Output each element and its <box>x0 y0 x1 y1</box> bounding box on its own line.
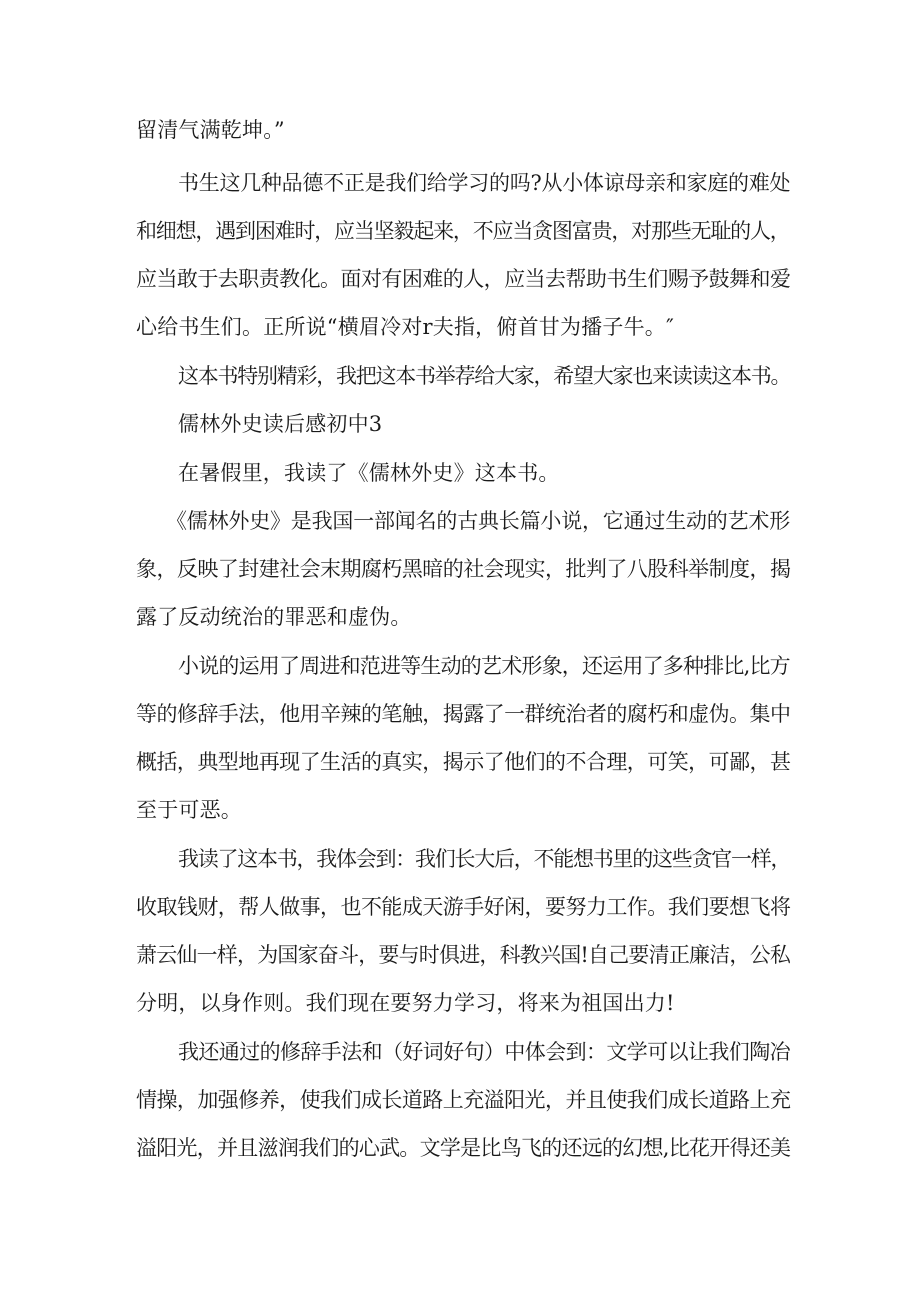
text-line: 收取钱财，帮人做事，也不能成天游手好闲，要努力工作。我们要想飞将 <box>136 895 791 919</box>
text-line: 溢阳光，并且滋润我们的心武。文学是比鸟飞的还远的幻想,比花开得还美 <box>136 1136 791 1160</box>
text-line: 小说的运用了周进和范进等生动的艺术形象，还运用了多种排比,比方 <box>178 654 790 678</box>
section-heading: 儒林外史读后感初中3 <box>178 412 383 436</box>
text-line: 情操，加强修养，使我们成长道路上充溢阳光，并且使我们成长道路上充 <box>136 1088 791 1112</box>
text-line: 《儒林外史》是我国一部闻名的古典长篇小说，它通过生动的艺术形 <box>166 509 790 533</box>
text-line: 分明，以身作则。我们现在要努力学习，将来为祖国出力! <box>136 991 675 1015</box>
text-line: 心给书生们。正所说“横眉冷对r夫指，俯首甘为播子牛。″ <box>136 315 675 339</box>
text-line: 我读了这本书，我体会到：我们长大后，不能想书里的这些贪官一样， <box>178 847 791 871</box>
text-line: 留清气满乾坤。” <box>136 118 285 142</box>
text-line: 象，反映了封建社会末期腐朽黑暗的社会现实，批判了八股科举制度，揭 <box>136 557 791 581</box>
text-line: 在暑假里，我读了《儒林外史》这本书。 <box>178 461 560 485</box>
text-line: 概括，典型地再现了生活的真实，揭示了他们的不合理，可笑，可鄙，甚 <box>136 750 791 774</box>
text-line: 书生这几种品德不正是我们给学习的吗?从小体谅母亲和家庭的难处 <box>178 171 791 195</box>
text-line: 和细想，遇到困难时，应当坚毅起来，不应当贪图富贵，对那些无耻的人， <box>136 219 790 243</box>
text-line: 露了反动统治的罪恶和虚伪。 <box>136 605 412 629</box>
text-line: 这本书特别精彩，我把这本书举荐给大家，希望大家也来读读这本书。 <box>178 364 791 388</box>
text-line: 萧云仙一样，为国家奋斗，要与时俱进，科教兴国!自己要清正廉洁，公私 <box>136 943 791 967</box>
text-line: 等的修辞手法，他用辛辣的笔触，揭露了一群统治者的腐朽和虚伪。集中 <box>136 702 791 726</box>
text-line: 我还通过的修辞手法和（好词好句）中体会到：文学可以让我们陶冶 <box>178 1040 790 1064</box>
text-line: 应当敢于去职责教化。面对有困难的人，应当去帮助书生们赐予鼓舞和爱 <box>136 267 791 291</box>
text-line: 至于可恶。 <box>136 798 242 822</box>
